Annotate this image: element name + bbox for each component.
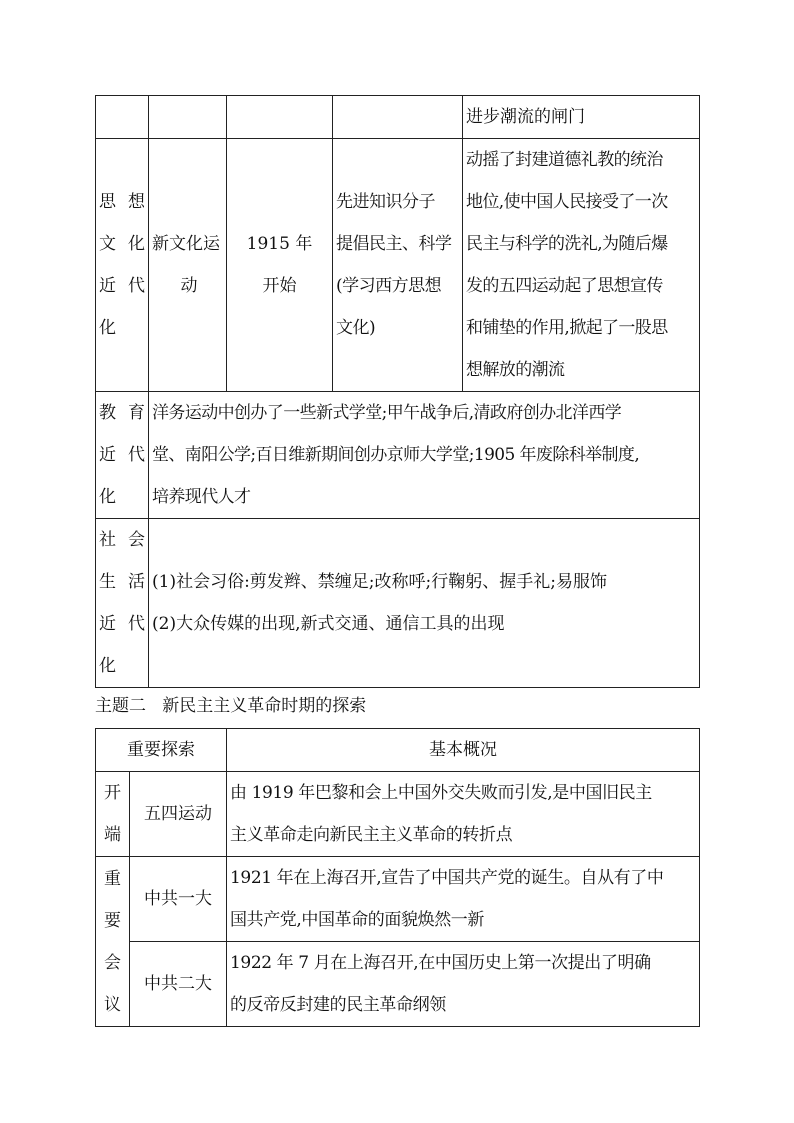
group-cell: 重 要 会 议 bbox=[96, 857, 130, 1027]
time-cell: 1915 年 开始 bbox=[227, 139, 333, 392]
exploration-table bbox=[95, 728, 700, 1027]
category-cell: 思 想 文 化 近 代 化 bbox=[96, 139, 149, 392]
table-row bbox=[96, 96, 700, 139]
influence-cell: 动摇了封建道德礼教的统治 地位,使中国人民接受了一次 民主与科学的洗礼,为随后爆 发的五四运动起了思想宣传 和铺垫的作用,掀起了一股思 想解放的潮流 bbox=[463, 139, 700, 392]
column-header: 重要探索 bbox=[96, 729, 227, 772]
table-row bbox=[96, 519, 700, 688]
section-heading: 主题二 新民主主义革命时期的探索 bbox=[95, 696, 367, 716]
category-cell: 教 育 近 代 化 bbox=[96, 392, 149, 519]
table-row bbox=[96, 857, 700, 942]
table-row bbox=[96, 139, 700, 392]
group-cell: 开 端 bbox=[96, 772, 130, 857]
name-cell: 中共一大 bbox=[130, 857, 227, 942]
desc-cell: 由 1919 年巴黎和会上中国外交失败而引发,是中国旧民主 主义革命走向新民主主义革命的转折点 bbox=[227, 772, 700, 857]
desc-cell: 1922 年 7 月在上海召开,在中国历史上第一次提出了明确 的反帝反封建的民主革命纲领 bbox=[227, 942, 700, 1027]
event-cell: 新文化运 动 bbox=[149, 139, 227, 392]
table-row bbox=[96, 772, 700, 857]
table-row bbox=[96, 942, 700, 1027]
table-header-row bbox=[96, 729, 700, 772]
content-cell: 先进知识分子 提倡民主、科学 (学习西方思想 文化) bbox=[333, 139, 463, 392]
table-cell: 进步潮流的闸门 bbox=[463, 96, 700, 139]
content-cell: 洋务运动中创办了一些新式学堂;甲午战争后,清政府创办北洋西学 堂、南阳公学;百日维新期间创办京师大学堂;1905 年废除科举制度, 培养现代人才 bbox=[149, 392, 700, 519]
table-row bbox=[96, 392, 700, 519]
category-cell: 社 会 生 活 近 代 化 bbox=[96, 519, 149, 688]
culture-modernization-table bbox=[95, 95, 700, 688]
column-header: 基本概况 bbox=[227, 729, 700, 772]
name-cell: 五四运动 bbox=[130, 772, 227, 857]
name-cell: 中共二大 bbox=[130, 942, 227, 1027]
desc-cell: 1921 年在上海召开,宣告了中国共产党的诞生。自从有了中 国共产党,中国革命的面貌焕然一新 bbox=[227, 857, 700, 942]
content-cell: (1)社会习俗:剪发辫、禁缠足;改称呼;行鞠躬、握手礼;易服饰 (2)大众传媒的出现,新式交通、通信工具的出现 bbox=[149, 519, 700, 688]
